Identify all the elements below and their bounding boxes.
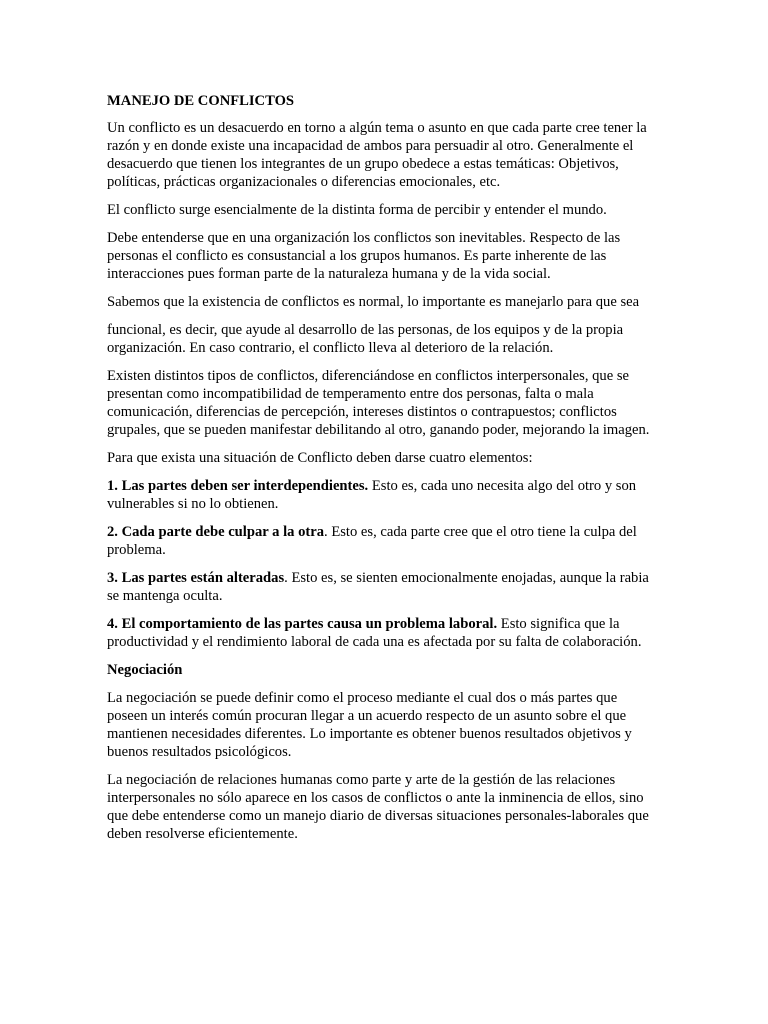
paragraph: funcional, es decir, que ayude al desarrollo de las personas, de los equipos y de la propia organización. En caso contrario, el conflicto lleva al deterioro de la relación.	[107, 322, 624, 356]
list-item-bold: 4. El comportamiento de las partes causa un problema laboral.	[107, 616, 498, 632]
paragraph: Existen distintos tipos de conflictos, diferenciándose en conflictos interpersonales, que se presentan como incompatibilidad de temperamento entre dos personas, falta o mala comunicación, diferencias de percepción, intereses distintos o contrapuestos; conflictos grupales, que se pueden manifestar debilitando al otro, ganando poder, mejorando la imagen.	[107, 368, 650, 438]
document-title: MANEJO DE CONFLICTOS	[107, 93, 295, 109]
list-item-bold: 3. Las partes están alteradas	[107, 570, 285, 586]
list-item-text: . Esto es, se sienten emocionalmente enojadas, aunque la rabia se mantenga oculta.	[107, 570, 649, 604]
list-item-continuation: problema.	[107, 542, 166, 558]
paragraph: Para que exista una situación de Conflicto deben darse cuatro elementos:	[107, 450, 533, 466]
list-item-text: Esto significa que la	[497, 616, 620, 632]
paragraph: La negociación se puede definir como el proceso mediante el cual dos o más partes que poseen un interés común procuran llegar a un acuerdo respecto de un asunto sobre el que mantienen necesidades diferentes. Lo importante es obtener buenos resultados objetivos y buenos resultados psicológicos.	[107, 690, 632, 760]
list-item-2	[107, 523, 660, 541]
paragraph: Debe entenderse que en una organización los conflictos son inevitables. Respecto de las personas el conflicto es consustancial a los grupos humanos. Es parte inherente de las interacciones pues forman parte de la naturaleza humana y de la vida social.	[107, 230, 621, 282]
list-item-bold: 1. Las partes deben ser interdependientes.	[107, 478, 369, 494]
list-item-3	[107, 569, 660, 605]
list-item-continuation: vulnerables si no lo obtienen.	[107, 496, 279, 512]
paragraph: El conflicto surge esencialmente de la distinta forma de percibir y entender el mundo.	[107, 202, 607, 218]
section-heading: Negociación	[107, 662, 183, 678]
paragraph: Sabemos que la existencia de conflictos es normal, lo importante es manejarlo para que sea	[107, 294, 640, 310]
paragraph: La negociación de relaciones humanas como parte y arte de la gestión de las relaciones interpersonales no sólo aparece en los casos de conflictos o ante la inminencia de ellos, sino que debe entenderse como un manejo diario de diversas situaciones personales-laborales que deben resolverse eficientemente.	[107, 772, 649, 842]
paragraph: Un conflicto es un desacuerdo en torno a algún tema o asunto en que cada parte cree tener la razón y en donde existe una incapacidad de ambos para persuadir al otro. Generalmente el desacuerdo que tienen los integrantes de un grupo obedece a estas temáticas: Objetivos, políticas, prácticas organizacionales o diferencias emocionales, etc.	[107, 120, 647, 190]
list-item-text: Esto es, cada uno necesita algo del otro y son	[368, 478, 637, 494]
list-item-bold: 2. Cada parte debe culpar a la otra	[107, 524, 325, 540]
list-item-text: . Esto es, cada parte cree que el otro tiene la culpa del	[324, 524, 637, 540]
list-item-continuation: productividad y el rendimiento laboral de cada una es afectada por su falta de colaboración.	[107, 634, 642, 650]
